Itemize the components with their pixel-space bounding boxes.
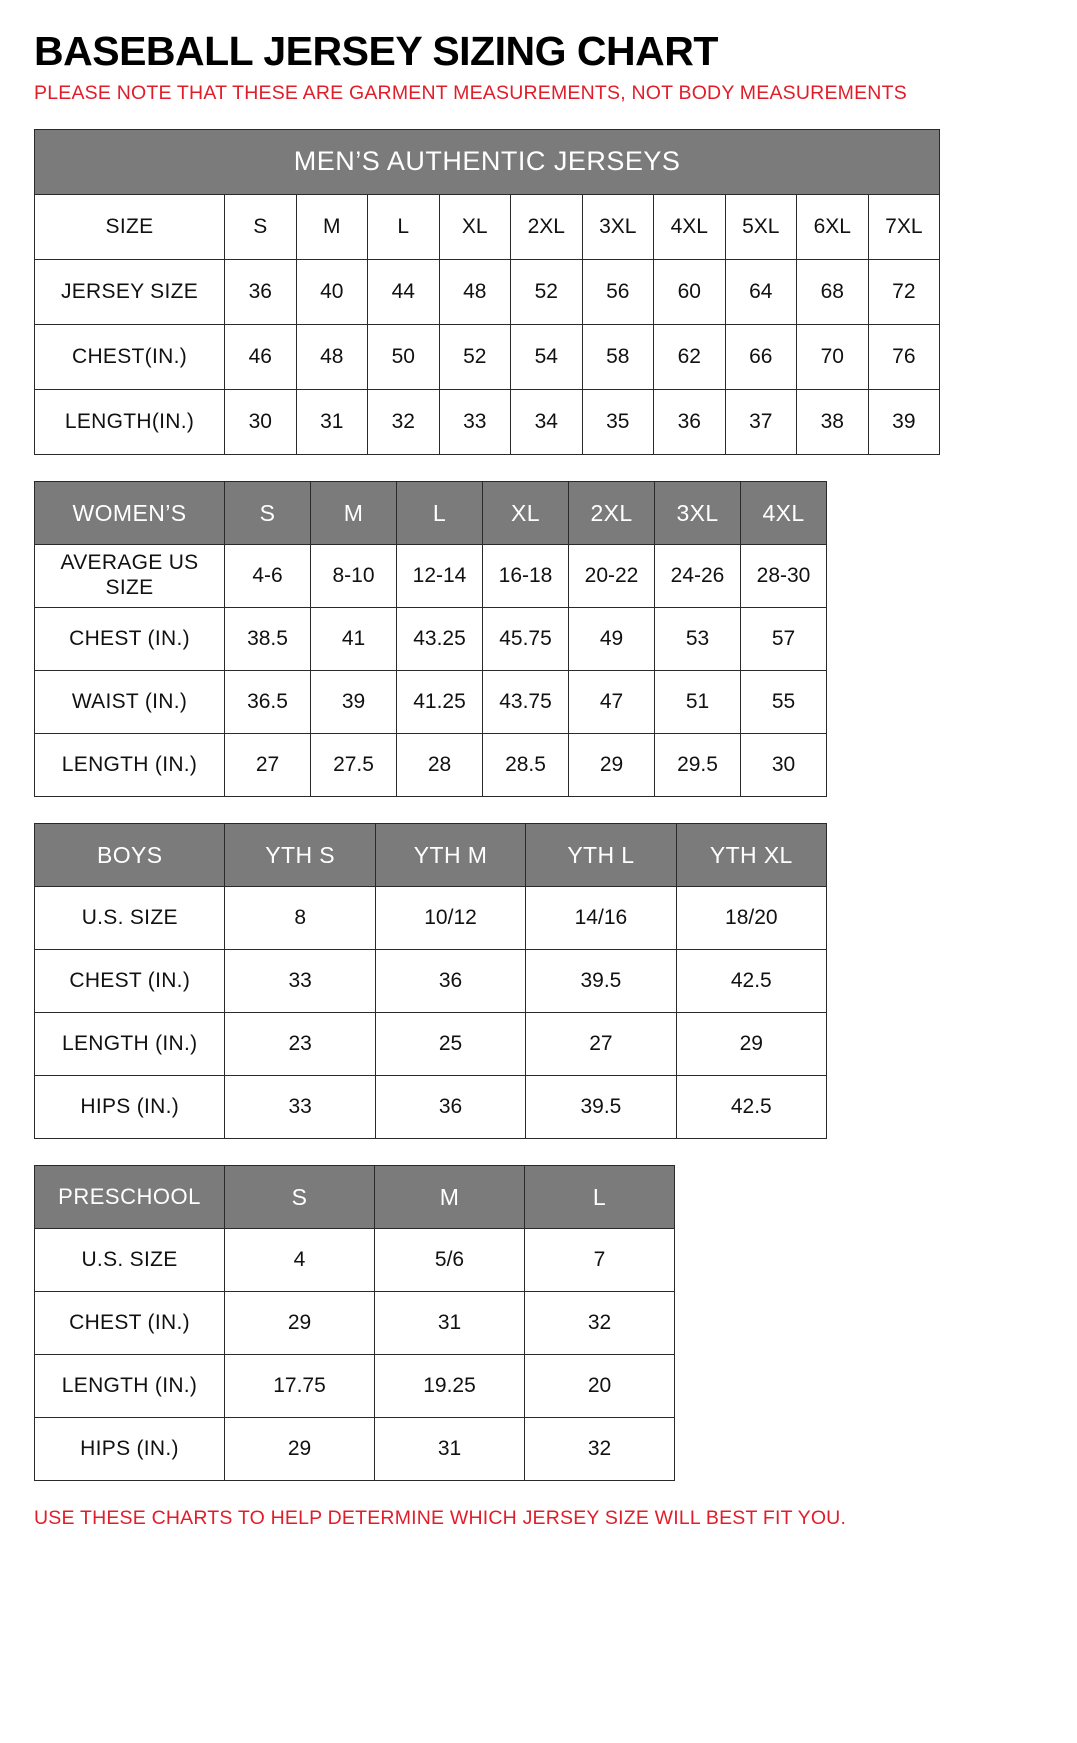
table-cell: 2XL [511, 194, 583, 259]
table-cell: 56 [582, 259, 654, 324]
table-cell: 28-30 [741, 544, 827, 607]
table-cell: 49 [569, 607, 655, 670]
table-cell: 45.75 [483, 607, 569, 670]
boys-sizing-table [34, 823, 827, 1139]
row-label: U.S. SIZE [35, 1228, 225, 1291]
table-row [35, 259, 940, 324]
row-label: HIPS (IN.) [35, 1075, 225, 1138]
table-cell: 55 [741, 670, 827, 733]
table-cell: M [296, 194, 368, 259]
table-header-cell: S [225, 1165, 375, 1228]
table-row [35, 544, 827, 607]
table-cell: 7 [525, 1228, 675, 1291]
table-cell: 31 [296, 389, 368, 454]
table-cell: S [225, 194, 297, 259]
table-header-cell: 4XL [741, 481, 827, 544]
table-cell: 62 [654, 324, 726, 389]
table-cell: 7XL [868, 194, 940, 259]
row-label: CHEST (IN.) [35, 949, 225, 1012]
table-cell: 29 [569, 733, 655, 796]
table-cell: 40 [296, 259, 368, 324]
table-cell: 16-18 [483, 544, 569, 607]
table-cell: 37 [725, 389, 797, 454]
measurement-note: PLEASE NOTE THAT THESE ARE GARMENT MEASUREMENTS, NOT BODY MEASUREMENTS [34, 82, 907, 105]
table-row [35, 1417, 675, 1480]
table-cell: 34 [511, 389, 583, 454]
table-cell: 70 [797, 324, 869, 389]
table-cell: 46 [225, 324, 297, 389]
table-cell: 29 [225, 1417, 375, 1480]
table-cell: 36 [654, 389, 726, 454]
table-cell: 33 [225, 1075, 375, 1138]
table-header-cell: M [375, 1165, 525, 1228]
table-cell: 50 [368, 324, 440, 389]
table-cell: 38 [797, 389, 869, 454]
table-cell: 3XL [582, 194, 654, 259]
table-header-cell: L [525, 1165, 675, 1228]
table-cell: 17.75 [225, 1354, 375, 1417]
table-row [35, 1075, 827, 1138]
table-cell: 76 [868, 324, 940, 389]
table-cell: 35 [582, 389, 654, 454]
row-label: HIPS (IN.) [35, 1417, 225, 1480]
table-row [35, 607, 827, 670]
table-row [35, 949, 827, 1012]
table-row [35, 1012, 827, 1075]
page-title: BASEBALL JERSEY SIZING CHART [34, 28, 718, 74]
table-cell: 38.5 [225, 607, 311, 670]
table-cell: 39 [868, 389, 940, 454]
table-cell: 43.25 [397, 607, 483, 670]
table-cell: 24-26 [655, 544, 741, 607]
table-row [35, 733, 827, 796]
table-cell: 27 [225, 733, 311, 796]
table-cell: 5XL [725, 194, 797, 259]
table-cell: 68 [797, 259, 869, 324]
table-cell: 6XL [797, 194, 869, 259]
table-cell: 66 [725, 324, 797, 389]
row-label: CHEST (IN.) [35, 1291, 225, 1354]
mens-sizing-table [34, 129, 940, 455]
table-cell: 33 [439, 389, 511, 454]
preschool-header-label: PRESCHOOL [35, 1165, 225, 1228]
table-cell: 4 [225, 1228, 375, 1291]
table-cell: 36 [375, 949, 525, 1012]
table-header-cell: XL [483, 481, 569, 544]
table-cell: 25 [375, 1012, 525, 1075]
table-cell: 28.5 [483, 733, 569, 796]
table-cell: 41 [311, 607, 397, 670]
table-cell: 14/16 [526, 886, 676, 949]
table-cell: 57 [741, 607, 827, 670]
table-cell: 32 [525, 1291, 675, 1354]
table-header-cell: YTH XL [676, 823, 826, 886]
table-row [35, 389, 940, 454]
table-row [35, 886, 827, 949]
table-cell: 48 [296, 324, 368, 389]
row-label: LENGTH (IN.) [35, 733, 225, 796]
table-cell: 29.5 [655, 733, 741, 796]
table-header-cell: S [225, 481, 311, 544]
table-cell: 12-14 [397, 544, 483, 607]
womens-header-label: WOMEN’S [35, 481, 225, 544]
table-cell: 44 [368, 259, 440, 324]
table-cell: 18/20 [676, 886, 826, 949]
preschool-sizing-table [34, 1165, 675, 1481]
table-cell: 4XL [654, 194, 726, 259]
row-label: CHEST(IN.) [35, 324, 225, 389]
table-row [35, 129, 940, 194]
row-label: SIZE [35, 194, 225, 259]
table-cell: 72 [868, 259, 940, 324]
table-cell: 19.25 [375, 1354, 525, 1417]
table-cell: 42.5 [676, 949, 826, 1012]
mens-band-title: MEN’S AUTHENTIC JERSEYS [35, 129, 940, 194]
table-header-row [35, 823, 827, 886]
table-row [35, 1291, 675, 1354]
table-cell: XL [439, 194, 511, 259]
table-cell: 39.5 [526, 949, 676, 1012]
table-row [35, 1228, 675, 1291]
table-cell: 36.5 [225, 670, 311, 733]
table-header-row [35, 1165, 675, 1228]
table-cell: 23 [225, 1012, 375, 1075]
table-cell: 32 [368, 389, 440, 454]
womens-sizing-table [34, 481, 827, 797]
table-cell: 51 [655, 670, 741, 733]
row-label: LENGTH (IN.) [35, 1012, 225, 1075]
table-cell: 20-22 [569, 544, 655, 607]
table-cell: 52 [439, 324, 511, 389]
table-cell: 43.75 [483, 670, 569, 733]
table-row [35, 1354, 675, 1417]
table-cell: 42.5 [676, 1075, 826, 1138]
row-label: WAIST (IN.) [35, 670, 225, 733]
table-cell: 8 [225, 886, 375, 949]
table-header-cell: 2XL [569, 481, 655, 544]
table-cell: 52 [511, 259, 583, 324]
table-cell: 4-6 [225, 544, 311, 607]
table-cell: 29 [225, 1291, 375, 1354]
row-label: JERSEY SIZE [35, 259, 225, 324]
table-cell: 48 [439, 259, 511, 324]
table-header-row [35, 481, 827, 544]
table-row [35, 324, 940, 389]
row-label: LENGTH(IN.) [35, 389, 225, 454]
table-header-cell: YTH M [375, 823, 525, 886]
table-row [35, 194, 940, 259]
table-header-cell: 3XL [655, 481, 741, 544]
table-cell: 5/6 [375, 1228, 525, 1291]
table-cell: L [368, 194, 440, 259]
boys-header-label: BOYS [35, 823, 225, 886]
table-row [35, 670, 827, 733]
row-label: CHEST (IN.) [35, 607, 225, 670]
table-cell: 47 [569, 670, 655, 733]
table-cell: 20 [525, 1354, 675, 1417]
table-cell: 36 [225, 259, 297, 324]
table-cell: 64 [725, 259, 797, 324]
table-cell: 31 [375, 1417, 525, 1480]
table-cell: 60 [654, 259, 726, 324]
table-cell: 30 [225, 389, 297, 454]
table-cell: 39 [311, 670, 397, 733]
table-cell: 41.25 [397, 670, 483, 733]
table-cell: 32 [525, 1417, 675, 1480]
row-label: AVERAGE US SIZE [35, 544, 225, 607]
table-header-cell: YTH S [225, 823, 375, 886]
table-cell: 30 [741, 733, 827, 796]
table-header-cell: L [397, 481, 483, 544]
table-cell: 27 [526, 1012, 676, 1075]
table-cell: 58 [582, 324, 654, 389]
row-label: LENGTH (IN.) [35, 1354, 225, 1417]
table-cell: 10/12 [375, 886, 525, 949]
table-cell: 33 [225, 949, 375, 1012]
table-cell: 53 [655, 607, 741, 670]
table-cell: 29 [676, 1012, 826, 1075]
footer-note: USE THESE CHARTS TO HELP DETERMINE WHICH JERSEY SIZE WILL BEST FIT YOU. [34, 1506, 847, 1529]
table-cell: 27.5 [311, 733, 397, 796]
table-cell: 8-10 [311, 544, 397, 607]
table-cell: 39.5 [526, 1075, 676, 1138]
table-cell: 36 [375, 1075, 525, 1138]
table-header-cell: M [311, 481, 397, 544]
table-cell: 31 [375, 1291, 525, 1354]
table-header-cell: YTH L [526, 823, 676, 886]
table-cell: 28 [397, 733, 483, 796]
row-label: U.S. SIZE [35, 886, 225, 949]
table-cell: 54 [511, 324, 583, 389]
